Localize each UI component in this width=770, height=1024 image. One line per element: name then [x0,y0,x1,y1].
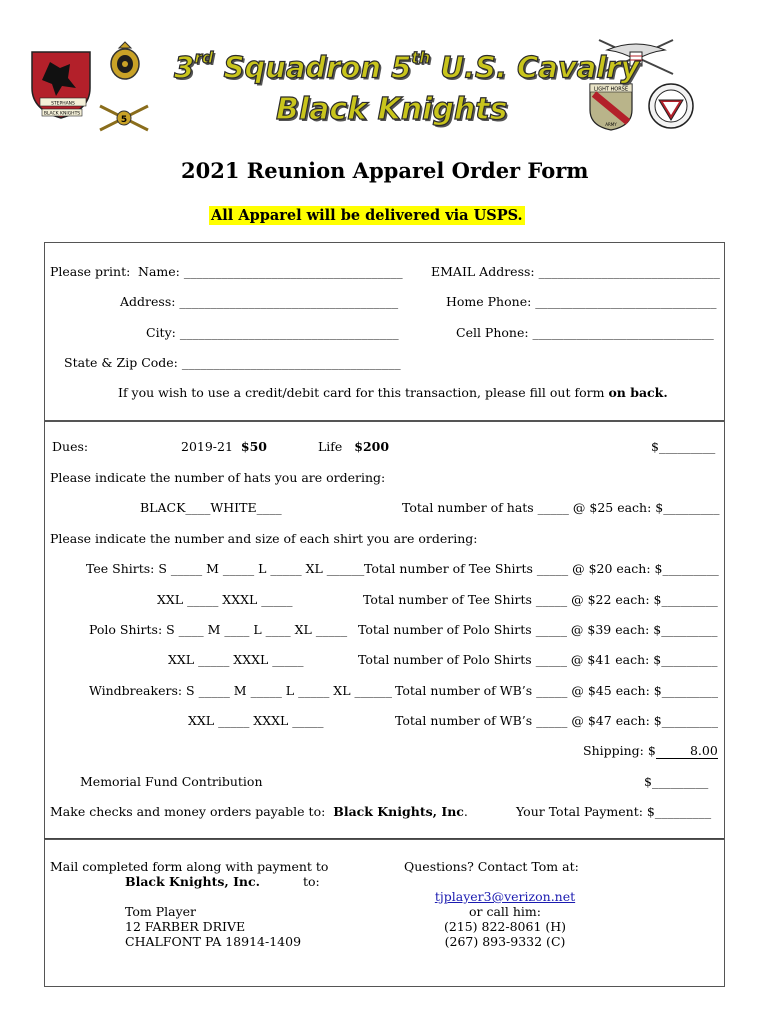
home-phone-field[interactable]: Home Phone: _____________________________ [446,294,717,309]
mail-name: Tom Player [125,904,197,919]
windbreaker-total-field[interactable]: Total number of WB’s _____ @ $45 each: $_________ [395,683,718,698]
svg-text:5: 5 [120,115,128,125]
mail-instructions: Mail completed form along with payment to [50,859,329,874]
state-zip-field[interactable]: State & Zip Code: ___________________________________ [64,355,401,370]
tee-total-field[interactable]: Total number of Tee Shirts _____ @ $20 each: $_________ [364,561,719,576]
memorial-fund-field[interactable]: $_________ [644,774,709,789]
tee-xxl-size-fields[interactable]: XXL _____ XXXL _____ [157,592,293,607]
dues-label: Dues: [52,439,89,454]
dues-total-field[interactable]: $_________ [651,439,716,454]
form-title: 2021 Reunion Apparel Order Form [181,158,589,183]
home-phone-number: (215) 822-8061 (H) [443,919,567,934]
light-horse-shield-logo [588,82,634,132]
windbreaker-xxl-size-fields[interactable]: XXL _____ XXXL _____ [188,713,324,728]
or-call-label: or call him: [468,904,541,919]
polo-xxl-size-fields[interactable]: XXL _____ XXXL _____ [168,652,304,667]
squadron-title: 3rd Squadron 5th U.S. Cavalry [174,48,640,85]
dues-2019-option: 2019-21 $50 [181,439,267,454]
mail-org: Black Knights, Inc. [125,874,260,889]
email-field[interactable]: EMAIL Address: _____________________________ [431,264,720,279]
hats-color-fields[interactable]: BLACK____WHITE____ [140,500,282,515]
shirts-prompt: Please indicate the number and size of each shirt you are ordering: [50,531,478,546]
total-payment-field[interactable]: Your Total Payment: $_________ [516,804,712,819]
credit-card-note: If you wish to use a credit/debit card for this transaction, please fill out form on back. [118,385,668,400]
questions-label: Questions? Contact Tom at: [404,859,579,874]
cell-phone-number: (267) 893-9332 (C) [444,934,566,949]
polo-total-field[interactable]: Total number of Polo Shirts _____ @ $39 each: $_________ [358,622,718,637]
hats-prompt: Please indicate the number of hats you are ordering: [50,470,386,485]
delivery-notice: All Apparel will be delivered via USPS. [211,207,523,224]
address-field[interactable]: Address: ___________________________________ [120,294,399,309]
please-print-label: Please print: [50,264,131,279]
svg-text:STEPHANS: STEPHANS [51,101,75,107]
memorial-fund-label: Memorial Fund Contribution [80,774,263,789]
polo-xxl-total-field[interactable]: Total number of Polo Shirts _____ @ $41 each: $_________ [358,652,718,667]
contact-email-link[interactable]: tjplayer3@verizon.net [434,889,576,904]
mail-to-label: to: [303,874,320,889]
life-membership-option: Life $200 [318,439,390,454]
cell-phone-field[interactable]: Cell Phone: _____________________________ [456,325,714,340]
tee-xxl-total-field[interactable]: Total number of Tee Shirts _____ @ $22 each: $_________ [363,592,718,607]
name-field[interactable]: Name: ___________________________________ [138,264,403,279]
city-field[interactable]: City: ___________________________________ [146,325,399,340]
tee-size-fields[interactable]: Tee Shirts: S _____ M _____ L _____ XL ______ [86,561,365,576]
svg-text:LIGHT HORSE: LIGHT HORSE [593,86,629,93]
black-knights-shield-logo [28,48,98,120]
cavalry-crest-icon [106,40,144,84]
mail-city: CHALFONT PA 18914-1409 [125,934,302,949]
crossed-sabers-icon [96,100,152,134]
windbreaker-xxl-total-field[interactable]: Total number of WB’s _____ @ $47 each: $_________ [395,713,718,728]
payable-to-line: Make checks and money orders payable to: Black Knights, Inc. [50,804,468,819]
svg-text:ARMY: ARMY [605,122,617,127]
payable-org: Black Knights, Inc [333,804,464,819]
black-knights-title: Black Knights [276,92,508,127]
mail-street: 12 FARBER DRIVE [125,919,246,934]
polo-size-fields[interactable]: Polo Shirts: S ____ M ____ L ____ XL _____ [89,622,348,637]
shipping-row: Shipping: $ 8.00 [583,743,718,758]
windbreaker-size-fields[interactable]: Windbreakers: S _____ M _____ L _____ XL ______ [89,683,392,698]
shipping-value: 8.00 [656,743,718,759]
svg-text:BLACK KNIGHTS: BLACK KNIGHTS [43,111,81,117]
circular-unit-badge-icon [647,82,695,130]
hats-total-field[interactable]: Total number of hats _____ @ $25 each: $_________ [402,500,720,515]
